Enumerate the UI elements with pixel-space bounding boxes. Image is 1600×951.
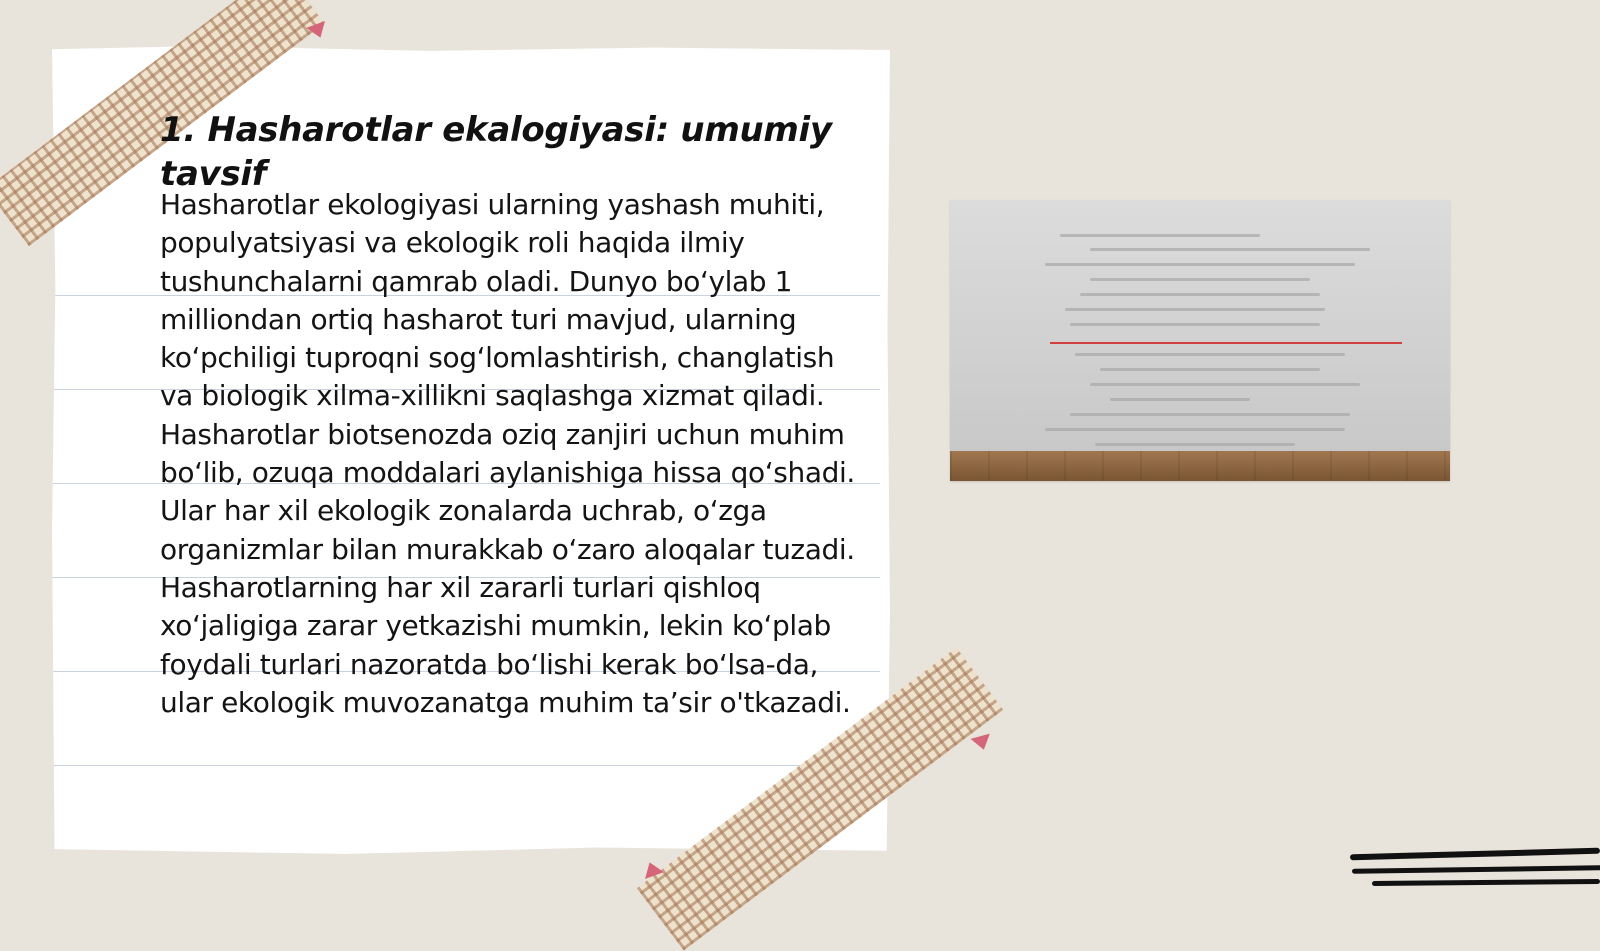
photo-text-line — [1070, 323, 1320, 326]
decorative-scribble — [1350, 848, 1600, 861]
photo-wooden-floor — [950, 451, 1450, 481]
photo-underline — [1050, 342, 1402, 344]
photo-text-line — [1110, 398, 1250, 401]
photo-text-line — [1090, 248, 1370, 251]
slide-body-text: Hasharotlar ekologiyasi ularning yashash muhiti, populyatsiyasi va ekologik roli haqida ilmiy tushunchalarni qamrab oladi. Dunyo bo‘ylab 1 milliondan ortiq hasharot turi mavjud, ularning ko‘pchiligi tuproqni sog‘lomlashtirish, changlatish va biologik xilma-xillikni saqlashga xizmat qiladi. Hasharotlar biotsenozda oziq zanjiri uchun muhim bo‘lib, ozuqa moddalari aylanishiga hissa qo‘shadi. Ular har xil ekologik zonalarda uchrab, o‘zga organizmlar bilan murakkab o‘zaro aloqalar tuzadi. Hasharotlarning har xil zararli turlari qishloq xo‘jaligiga zarar yetkazishi mumkin, lekin ko‘plab foydali turlari nazoratda bo‘lishi kerak bo‘lsa-da, ular ekologik muvozanatga muhim ta’sir o'tkazadi. — [160, 188, 855, 719]
pin-icon — [971, 734, 994, 753]
document-photo — [950, 200, 1450, 481]
photo-text-line — [1100, 368, 1320, 371]
photo-text-line — [1080, 293, 1320, 296]
photo-text-line — [1045, 428, 1345, 431]
photo-text-line — [1090, 278, 1310, 281]
photo-text-line — [1070, 413, 1350, 416]
photo-text-line — [1060, 234, 1260, 237]
photo-text-line — [1065, 308, 1325, 311]
decorative-scribble — [1352, 865, 1600, 873]
photo-text-line — [1090, 383, 1360, 386]
decorative-scribble — [1372, 879, 1600, 886]
slide-title: 1. Hasharotlar ekalogiyasi: umumiy tavsif — [160, 110, 832, 194]
ruled-line — [52, 765, 880, 766]
photo-text-line — [1075, 353, 1345, 356]
photo-text-line — [1045, 263, 1355, 266]
photo-text-line — [1095, 443, 1295, 446]
